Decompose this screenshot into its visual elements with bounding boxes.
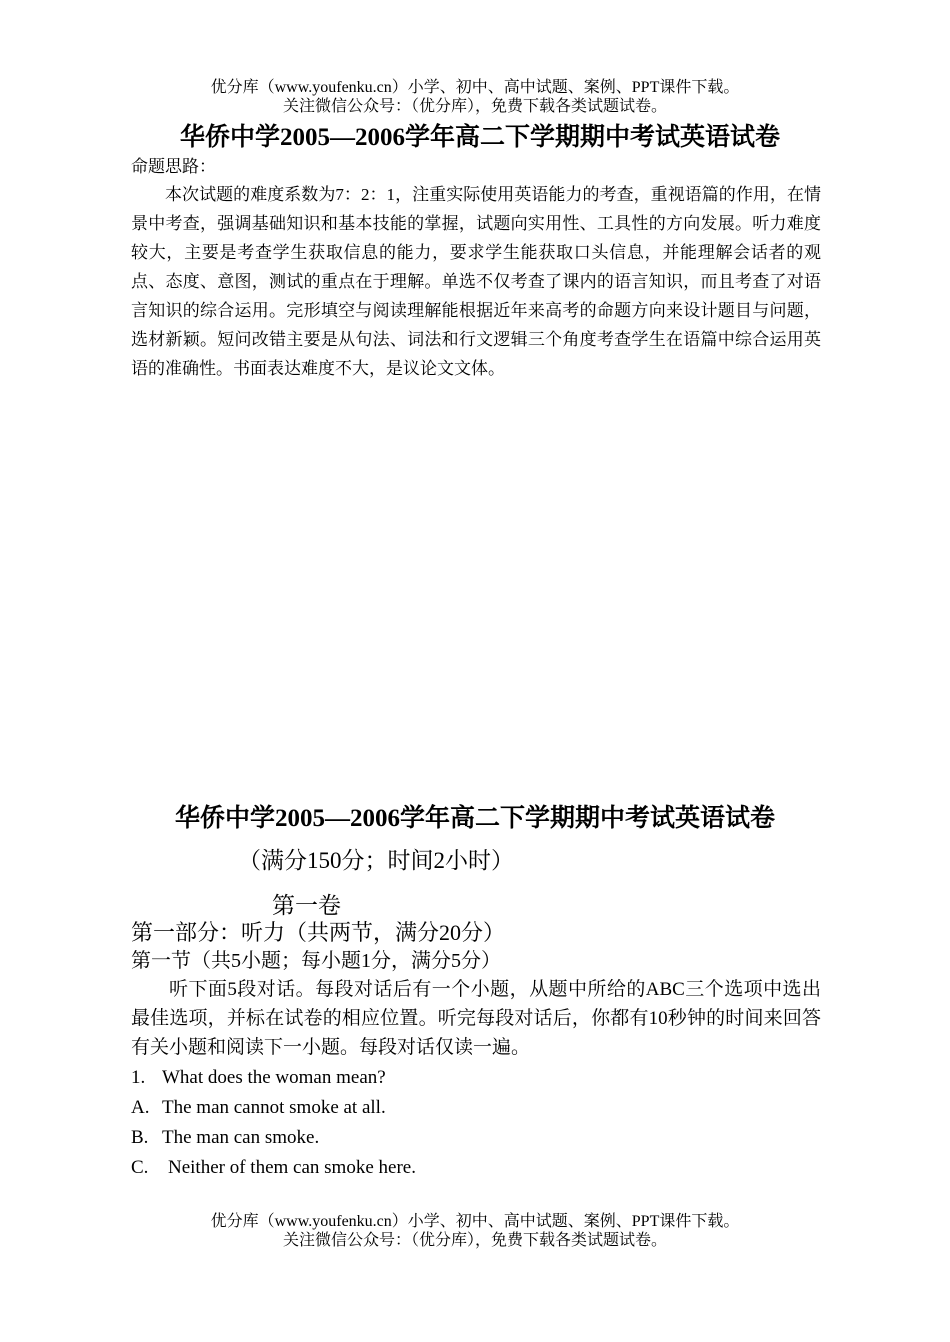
header-line-1: 优分库（www.youfenku.cn）小学、初中、高中试题、案例、PPT课件下载。 [210, 79, 740, 96]
option-b [131, 1126, 319, 1150]
option-letter: A. [131, 1097, 150, 1118]
score-time: （满分150分；时间2小时） [238, 848, 514, 873]
question-1 [131, 1066, 386, 1090]
page-footer [0, 1212, 950, 1250]
footer-line-1: 优分库（www.youfenku.cn）小学、初中、高中试题、案例、PPT课件下载。 [210, 1213, 740, 1230]
question-number: 1. [131, 1067, 146, 1088]
option-c [131, 1156, 416, 1180]
listening-instructions: 听下面5段对话。每段对话后有一个小题，从题中所给的ABC三个选项中选出最佳选项，并标在试卷的相应位置。听完每段对话后，你都有10秒钟的时间来回答有关小题和阅读下一小题。每段对话仅读一遍。 [131, 979, 821, 1058]
footer-line-2: 关注微信公众号：（优分库），免费下载各类试题试卷。 [282, 1232, 667, 1249]
design-rationale-paragraph: 本次试题的难度系数为7：2：1，注重实际使用英语能力的考查，重视语篇的作用，在情景中考查，强调基础知识和基本技能的掌握，试题向实用性、工具性的方向发展。听力难度较大，主要是考查学生获取信息的能力，要求学生能获取口头信息，并能理解会话者的观点、态度、意图，测试的重点在于理解。单选不仅考查了课内的语言知识，而且考查了对语言知识的综合运用。完形填空与阅读理解能根据近年来高考的命题方向来设计题目与问题，选材新颖。短问改错主要是从句法、词法和行文逻辑三个角度考查学生在语篇中综合运用英语的准确性。书面表达难度不大，是议论文文体。 [131, 185, 821, 378]
design-rationale-label: 命题思路： [131, 157, 216, 176]
option-text: The man can smoke. [162, 1127, 320, 1148]
option-letter: B. [131, 1127, 149, 1148]
option-text: Neither of them can smoke here. [168, 1157, 416, 1178]
section-heading: 第一节（共5小题；每小题1分，满分5分） [131, 950, 501, 972]
header-line-2: 关注微信公众号：（优分库），免费下载各类试题试卷。 [282, 98, 667, 115]
part-heading: 第一部分：听力（共两节，满分20分） [131, 920, 506, 945]
page-header [0, 78, 950, 116]
question-text: What does the woman mean? [162, 1067, 386, 1088]
option-letter: C. [131, 1157, 149, 1178]
option-a [131, 1096, 386, 1120]
intro-title: 华侨中学2005—2006学年高二下学期期中考试英语试卷 [179, 124, 780, 151]
volume-label: 第一卷 [272, 893, 341, 918]
option-text: The man cannot smoke at all. [162, 1097, 386, 1118]
exam-title: 华侨中学2005—2006学年高二下学期期中考试英语试卷 [174, 805, 775, 832]
